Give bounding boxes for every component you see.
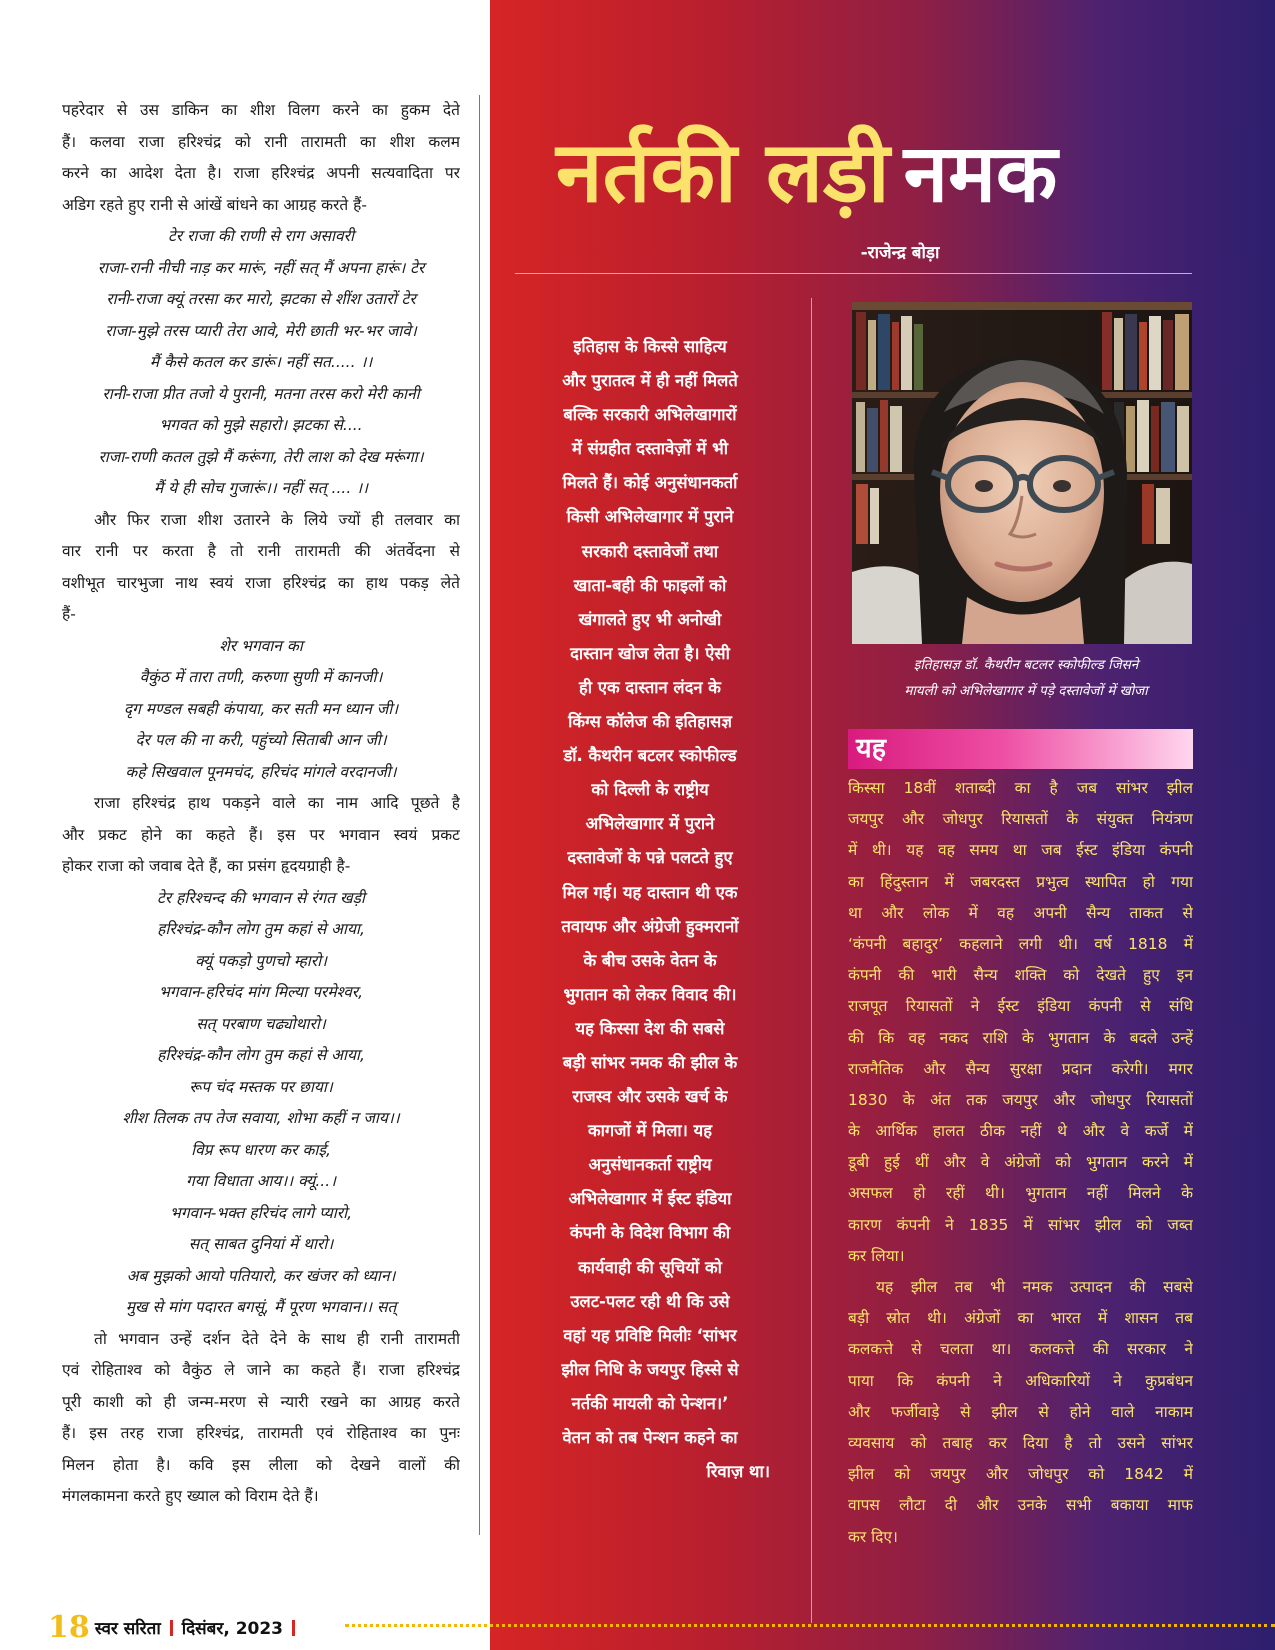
author-portrait-photo xyxy=(852,302,1192,644)
text-line: के आर्थिक हालत ठीक नहीं थे और वे कर्जे में xyxy=(848,1122,1193,1141)
text-line: राजा-रानी नीची नाड़ कर मारूं, नहीं सत् मैं अपना हारूं। टेर xyxy=(97,258,425,277)
portrait-illustration xyxy=(852,302,1192,644)
text-line: टेर हरिश्चन्द की भगवान से रंगत खड़ी xyxy=(157,888,365,907)
text-line: और पुरातत्व में ही नहीं मिलते xyxy=(562,371,738,391)
text-line: कर दिए। xyxy=(848,1527,898,1546)
text-line: शीश तिलक तप तेज सवाया, शोभा कहीं न जाय।। xyxy=(122,1109,400,1127)
text-line: और फर्जीवाड़े से झील से होने वाले नाकाम xyxy=(848,1402,1193,1421)
text-line: हैं- xyxy=(62,605,76,623)
text-line: भगवत को मुझे सहारो। झटका से.... xyxy=(159,416,363,434)
text-line: मैं कैसे कतल कर डारूं। नहीं सत..... ।। xyxy=(149,353,373,371)
text-line: राजा-मुझे तरस प्यारी तेरा आवे, मेरी छाती भर-भर जावे। xyxy=(105,321,417,340)
photo-caption-line: इतिहासज्ञ डॉ. कैथरीन बटलर स्कोफील्ड जिसने xyxy=(913,657,1139,673)
right-column-text xyxy=(848,773,1193,1553)
text-line: टेर राजा की राणी से राग असावरी xyxy=(168,227,354,245)
text-line: तो भगवान उन्हें दर्शन देते देने के साथ ही रानी तारामती xyxy=(94,1329,460,1348)
photo-caption-line: मायली को अभिलेखागार में पड़े दस्तावेजों में खोजा xyxy=(904,683,1148,699)
text-line: किंग्स कॉलेज की इतिहासज्ञ xyxy=(568,712,732,732)
text-line: मंगलकामना करते हुए ख्याल को विराम देते हैं। xyxy=(62,1487,319,1505)
text-line: राजा हरिश्चंद्र हाथ पकड़ने वाले का नाम आदि पूछते है xyxy=(94,794,460,812)
text-line: दास्तान खोज लेता है। ऐसी xyxy=(570,643,730,663)
text-line: विप्र रूप धारण कर काई, xyxy=(191,1140,331,1159)
text-line: हैं। कलवा राजा हरिश्चंद्र को रानी तारामती का शीश कलम xyxy=(62,132,460,151)
text-line: वशीभूत चारभुजा नाथ स्वयं राजा हरिश्चंद्र का हाथ पकड़ लेते xyxy=(62,573,460,592)
text-line: सत् परबाण चढ्योथारो। xyxy=(196,1014,326,1033)
text-line: हरिश्चंद्र-कौन लोग तुम कहां से आया, xyxy=(157,1046,365,1064)
text-line: शेर भगवान का xyxy=(219,636,303,655)
text-line: में थी। यह वह समय था जब ईस्ट इंडिया कंपनी xyxy=(848,841,1193,860)
text-line: मिलते हैं। कोई अनुसंधानकर्ता xyxy=(562,473,738,493)
text-line: रिवाज़ था। xyxy=(706,1462,770,1482)
text-line: पहरेदार से उस डाकिन का शीश विलग करने का हुकम देते xyxy=(62,101,460,119)
text-line: हैं। इस तरह राजा हरिश्चंद्र, तारामती एवं रोहिताश्व का पुनः xyxy=(62,1424,460,1442)
text-line: खंगालते हुए भी अनोखी xyxy=(578,609,722,629)
text-line: को दिल्ली के राष्ट्रीय xyxy=(591,780,709,800)
text-line: भगवान-हरिचंद मांग मिल्या परमेश्वर, xyxy=(158,983,364,1001)
text-line: वार रानी पर करता है तो रानी तारामती की अंतर्वेदना से xyxy=(62,542,460,560)
text-line: दस्तावेजों के पन्ने पलटते हुए xyxy=(567,848,733,868)
text-line: कलकत्ते से चलता था। कलकत्ते की सरकार ने xyxy=(848,1340,1193,1359)
issue-date: दिसंबर, 2023 xyxy=(181,1619,284,1639)
text-line: इतिहास के किस्से साहित्य xyxy=(573,337,727,356)
text-line: तवायफ और अंग्रेजी हुक्मरानों xyxy=(561,916,739,936)
text-line: में संग्रहीत दस्तावेज़ों में भी xyxy=(571,439,729,459)
text-line: और प्रकट होने का कहते हैं। इस पर भगवान स्वयं प्रकट xyxy=(62,825,460,844)
left-column-text xyxy=(62,95,460,1513)
column-divider xyxy=(811,298,812,1623)
footer-separator xyxy=(292,1620,295,1636)
text-line: अब मुझको आयो पतियारो, कर खंजर को ध्यान। xyxy=(126,1266,396,1285)
text-line: देर पल की ना करी, पहुंच्यो सिताबी आन जी। xyxy=(135,731,387,749)
text-line: कंपनी के विदेश विभाग की xyxy=(569,1223,731,1243)
text-line: खाता-बही की फाइलों को xyxy=(573,575,727,595)
text-line: उलट-पलट रही थी कि उसे xyxy=(570,1291,730,1311)
text-line: था और लोक में वह अपनी सैन्य ताकत से xyxy=(848,903,1193,922)
text-line: का हिंदुस्तान में जबरदस्त प्रभुत्व स्थापित हो गया xyxy=(848,872,1193,891)
highlight-word: यह xyxy=(856,733,886,764)
text-line: जयपुर और जोधपुर रियासतों के संयुक्त नियंत्रण xyxy=(848,810,1193,829)
text-line: और फिर राजा शीश उतारने के लिये ज्यों ही तलवार का xyxy=(94,510,460,529)
text-line: कारण कंपनी ने 1835 में सांभर झील को जब्त xyxy=(848,1215,1193,1234)
photo-caption xyxy=(848,652,1204,704)
text-line: रूप चंद मस्तक पर छाया। xyxy=(189,1077,333,1096)
left-column xyxy=(0,0,490,1650)
footer-separator xyxy=(170,1620,173,1636)
text-line: भुगतान को लेकर विवाद की। xyxy=(563,984,737,1004)
text-line: पाया कि कंपनी ने अधिकारियों ने कुप्रबंधन xyxy=(848,1371,1193,1390)
text-line: कर लिया। xyxy=(848,1246,905,1265)
text-line: डूबी हुई थीं और वे अंग्रेजों को भुगतान करने में xyxy=(848,1153,1193,1172)
text-line: राजस्व और उसके खर्च के xyxy=(572,1087,728,1107)
text-line: यह किस्सा देश की सबसे xyxy=(575,1018,725,1038)
text-line: भगवान-भक्त हरिचंद लागे प्यारो, xyxy=(169,1203,353,1222)
text-line: बड़ी सांभर नमक की झील के xyxy=(562,1052,738,1072)
column-divider xyxy=(479,95,480,1535)
text-line: कार्यवाही की सूचियों को xyxy=(578,1257,722,1277)
text-line: राजपूत रियासतों ने ईस्ट इंडिया कंपनी से संधि xyxy=(848,997,1193,1016)
bottom-dotted-rule xyxy=(345,1624,1275,1627)
text-line: पूरी काशी को ही जन्म-मरण से न्यारी रखने का आग्रह करते xyxy=(62,1392,460,1411)
text-line: वहां यह प्रविष्टि मिलीः ‘सांभर xyxy=(563,1325,737,1345)
intro-column-text xyxy=(530,330,770,1489)
headline-part-2: नमक xyxy=(903,127,1058,220)
page-number: 18 xyxy=(48,1610,90,1645)
author-byline: -राजेन्द्र बोड़ा xyxy=(860,243,940,263)
text-line: अनुसंधानकर्ता राष्ट्रीय xyxy=(588,1155,712,1175)
text-line: वापस लौटा दी और उनके सभी बकाया माफ xyxy=(848,1496,1193,1515)
drop-cap-highlight xyxy=(848,729,1193,769)
text-line: 1830 के अंत तक जयपुर और जोधपुर रियासतों xyxy=(848,1090,1193,1109)
text-line: अभिलेखागार में ईस्ट इंडिया xyxy=(568,1189,732,1209)
text-line: के बीच उसके वेतन के xyxy=(583,950,717,970)
text-line: डॉ. कैथरीन बटलर स्कोफील्ड xyxy=(563,746,737,766)
text-line: मुख से मांग पदारत बगसूं, मैं पूरण भगवान।। सत् xyxy=(125,1298,397,1316)
text-line: बड़ी स्रोत थी। अंग्रेजों का भारत में शासन तब xyxy=(848,1309,1193,1328)
text-line: वैकुंठ में तारा तणी, करुणा सुणी में कानजी। xyxy=(139,668,383,686)
text-line: झील को जयपुर और जोधपुर को 1842 में xyxy=(848,1465,1193,1484)
text-line: बल्कि सरकारी अभिलेखागारों xyxy=(563,405,737,425)
text-line: करने का आदेश देता है। राजा हरिश्चंद्र अपनी सत्यवादिता पर xyxy=(62,164,460,182)
text-line: मिल गई। यह दास्तान थी एक xyxy=(562,882,738,902)
text-line: यह झील तब भी नमक उत्पादन की सबसे xyxy=(876,1278,1193,1296)
text-line: ‘कंपनी बहादुर’ कहलाने लगी थी। वर्ष 1818 में xyxy=(848,934,1193,953)
text-line: सत् साबत दुनियां में थारो। xyxy=(188,1235,334,1253)
text-line: मैं ये ही सोच गुजारूं।। नहीं सत् .... ।। xyxy=(154,479,368,497)
text-line: क्यूं पकड़ो पुणचो म्हारो। xyxy=(194,951,328,970)
text-line: वेतन को तब पेन्शन कहने का xyxy=(562,1428,738,1447)
text-line: अभिलेखागार में पुराने xyxy=(585,814,715,834)
headline-rule xyxy=(515,273,1192,274)
text-line: होकर राजा को जवाब देते हैं, का प्रसंग हृदयग्राही है- xyxy=(62,857,351,875)
text-line: रानी-राजा क्यूं तरसा कर मारो, झटका से शींश उतारों टेर xyxy=(106,290,416,308)
page-footer xyxy=(48,1610,304,1645)
text-line: राजा-राणी कतल तुझे मैं करूंगा, तेरी लाश को देख मरूंगा। xyxy=(98,447,424,466)
text-line: मिलन होता है। कवि इस लीला को देखने वालों की xyxy=(62,1455,460,1474)
text-line: नर्तकी मायली को पेन्शन।’ xyxy=(571,1393,729,1413)
text-line: कंपनी की भारी सैन्य शक्ति को देखते हुए इन xyxy=(848,966,1193,985)
text-line: दृग मण्डल सबही कंपाया, कर सती मन ध्यान जी। xyxy=(123,699,399,718)
text-line: राजनैतिक और सैन्य सुरक्षा प्रदान करेगी। मगर xyxy=(848,1059,1193,1078)
text-line: झील निधि के जयपुर हिस्से से xyxy=(561,1359,739,1379)
text-line: की कि वह नकद राशि के भुगतान के बदले उन्हें xyxy=(848,1028,1193,1047)
text-line: कहे सिखवाल पूनमचंद, हरिचंद मांगले वरदानजी। xyxy=(125,762,397,781)
magazine-name: स्वर सरिता xyxy=(94,1619,161,1639)
text-line: एवं रोहिताश्व को वैकुंठ ले जाने का कहते हैं। राजा हरिश्चंद्र xyxy=(62,1361,460,1379)
text-line: गया विधाता आय।। क्यूं...। xyxy=(185,1172,337,1190)
text-line: हरिश्चंद्र-कौन लोग तुम कहां से आया, xyxy=(157,920,365,938)
text-line: सरकारी दस्तावेजों तथा xyxy=(581,541,719,561)
text-line: असफल हो रहीं थी। भुगतान नहीं मिलने के xyxy=(848,1184,1193,1203)
text-line: अडिग रहते हुए रानी से आंखें बांधने का आग्रह करते हैं- xyxy=(62,195,367,214)
text-line: ही एक दास्तान लंदन के xyxy=(579,677,721,697)
headline-part-1: नर्तकी लड़ी xyxy=(556,123,890,221)
text-line: किसी अभिलेखागार में पुराने xyxy=(566,507,734,527)
text-line: रानी-राजा प्रीत तजो ये पुरानी, मतना तरस करो मेरी कानी xyxy=(102,384,420,403)
article-headline xyxy=(556,112,1256,232)
text-line: व्यवसाय को तबाह कर दिया है तो उसने सांभर xyxy=(848,1433,1193,1452)
text-line: किस्सा 18वीं शताब्दी का है जब सांभर झील xyxy=(848,779,1193,797)
text-line: कागजों में मिला। यह xyxy=(587,1121,713,1141)
